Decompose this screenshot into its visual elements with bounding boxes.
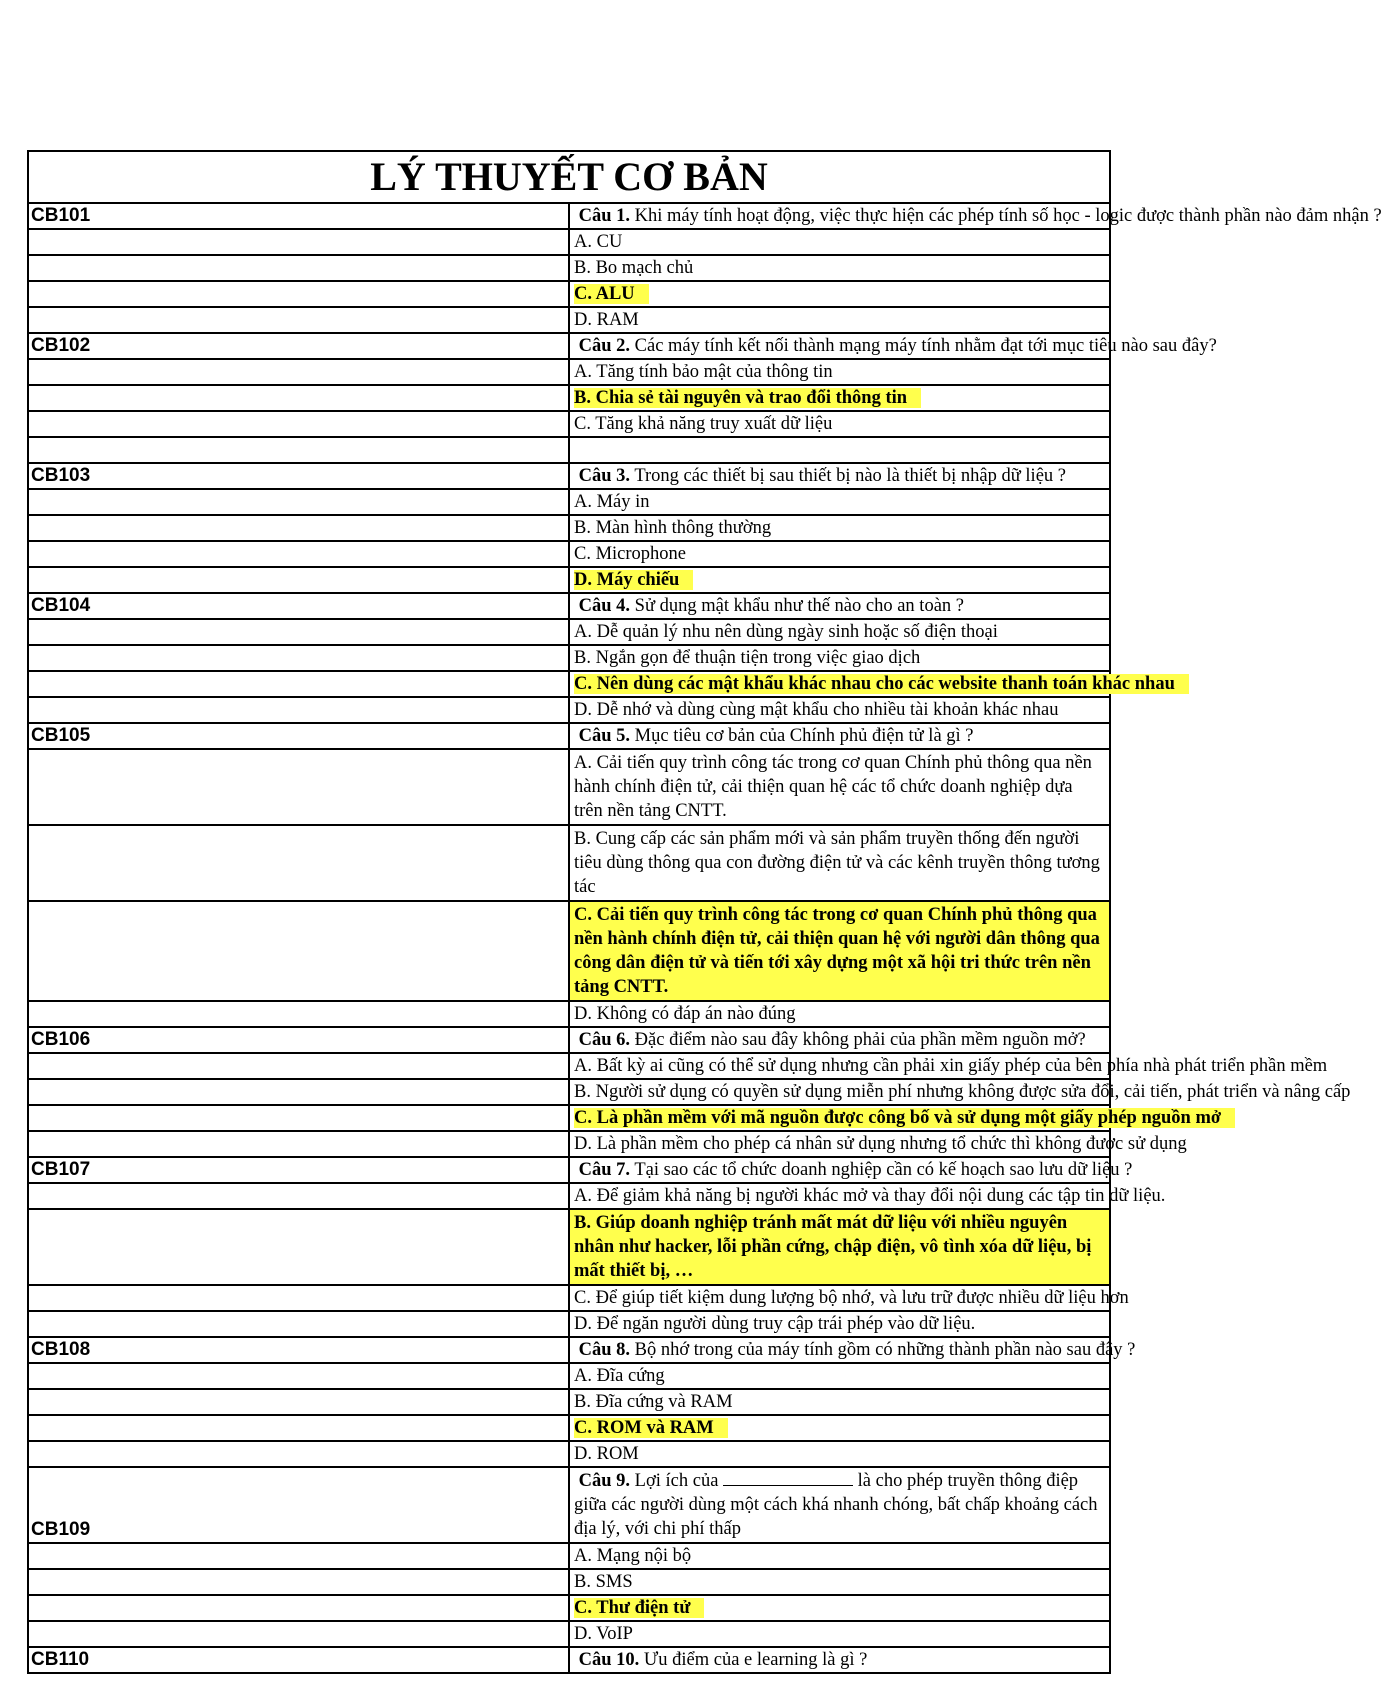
fill-in-blank: [723, 1469, 853, 1486]
answer-option: [569, 1569, 1110, 1595]
correct-answer-option: [569, 1105, 1222, 1131]
question-number: Câu 1.: [578, 206, 631, 226]
empty-code-cell: [28, 1311, 569, 1337]
option-text: C. Nên dùng các mật khẩu khác nhau cho các website thanh toán khác nhau: [574, 674, 1189, 694]
answer-option: [569, 541, 1110, 567]
correct-answer-option: [569, 1209, 1110, 1285]
option-text: B. Màn hình thông thường: [574, 518, 772, 538]
answer-option: [569, 255, 1110, 281]
answer-option: [569, 437, 1110, 463]
option-row: [28, 411, 1110, 437]
empty-code-cell: [28, 749, 569, 825]
question-code: CB105: [28, 723, 569, 749]
empty-code-cell: [28, 1053, 569, 1079]
correct-answer-option: [569, 281, 1110, 307]
option-text: B. SMS: [574, 1572, 633, 1592]
question-sheet: [27, 150, 1382, 1674]
option-text: C. Microphone: [574, 544, 687, 564]
option-row: [28, 437, 1110, 463]
option-text: A. Tăng tính bảo mật của thông tin: [574, 362, 833, 382]
correct-answer-option: [569, 901, 1110, 1001]
empty-code-cell: [28, 901, 569, 1001]
option-row: [28, 1183, 1110, 1209]
option-row: [28, 1441, 1110, 1467]
empty-code-cell: [28, 619, 569, 645]
question-text: Sử dụng mật khẩu như thế nào cho an toàn ?: [630, 596, 964, 616]
question-text: Các máy tính kết nối thành mạng máy tính nhằm đạt tới mục tiêu nào sau đây?: [630, 336, 1217, 356]
empty-code-cell: [28, 489, 569, 515]
option-row: [28, 359, 1110, 385]
empty-code-cell: [28, 385, 569, 411]
empty-code-cell: [28, 1079, 569, 1105]
empty-code-cell: [28, 359, 569, 385]
empty-code-cell: [28, 281, 569, 307]
empty-code-cell: [28, 1363, 569, 1389]
question-row: [28, 1337, 1110, 1363]
empty-code-cell: [28, 1415, 569, 1441]
option-text: C. ROM và RAM: [574, 1418, 728, 1438]
answer-option: [569, 229, 1110, 255]
option-text: B. Đĩa cứng và RAM: [574, 1392, 733, 1412]
option-row: [28, 1389, 1110, 1415]
option-row: [28, 229, 1110, 255]
option-text: D. VoIP: [574, 1624, 633, 1644]
answer-option: [569, 307, 1110, 333]
option-text: A. Máy in: [574, 492, 650, 512]
answer-option: [569, 1543, 1110, 1569]
option-text: D. Máy chiếu: [574, 570, 693, 590]
option-text: B. Bo mạch chủ: [574, 258, 694, 278]
question-number: Câu 6.: [578, 1030, 631, 1050]
option-row: [28, 825, 1110, 901]
question-code: CB101: [28, 203, 569, 229]
empty-code-cell: [28, 437, 569, 463]
option-text: B. Cung cấp các sản phẩm mới và sản phẩm truyền thống đến người tiêu dùng thông qua con đường điện tử và các kênh truyền thông tương tác: [574, 829, 1100, 897]
option-row: [28, 619, 1110, 645]
option-text: D. Là phần mềm cho phép cá nhân sử dụng nhưng tổ chức thì không được sử dụng: [574, 1134, 1187, 1154]
answer-option: [569, 1441, 1110, 1467]
option-row: [28, 385, 1110, 411]
answer-option: [569, 825, 1110, 901]
empty-code-cell: [28, 1621, 569, 1647]
option-text: A. Để giảm khả năng bị người khác mở và thay đổi nội dung các tập tin dữ liệu.: [574, 1186, 1166, 1206]
option-text: D. Dễ nhớ và dùng cùng mật khẩu cho nhiều tài khoản khác nhau: [574, 700, 1059, 720]
empty-code-cell: [28, 229, 569, 255]
option-row: [28, 697, 1110, 723]
empty-code-cell: [28, 1209, 569, 1285]
empty-code-cell: [28, 645, 569, 671]
question-number: Câu 9.: [578, 1471, 631, 1491]
option-row: [28, 671, 1110, 697]
question-text-cell: [569, 333, 1217, 359]
option-row: [28, 281, 1110, 307]
empty-code-cell: [28, 255, 569, 281]
empty-code-cell: [28, 1285, 569, 1311]
empty-code-cell: [28, 671, 569, 697]
option-row: [28, 1209, 1110, 1285]
question-text: Đặc điểm nào sau đây không phải của phần mềm nguồn mở?: [630, 1030, 1086, 1050]
question-code: CB108: [28, 1337, 569, 1363]
title-row: [28, 151, 1110, 203]
question-text: Mục tiêu cơ bản của Chính phủ điện tử là gì ?: [630, 726, 974, 746]
answer-option: [569, 1389, 1110, 1415]
option-row: [28, 541, 1110, 567]
option-text: D. Để ngăn người dùng truy cập trái phép vào dữ liệu.: [574, 1314, 976, 1334]
answer-option: [569, 1131, 1187, 1157]
empty-code-cell: [28, 1595, 569, 1621]
question-row: [28, 1467, 1110, 1543]
option-text: A. Bất kỳ ai cũng có thể sử dụng nhưng cần phải xin giấy phép của bên phía nhà phát triển phần mềm: [574, 1056, 1328, 1076]
question-row: [28, 593, 1110, 619]
question-row: [28, 1647, 1110, 1673]
option-row: [28, 515, 1110, 541]
question-row: [28, 1027, 1110, 1053]
correct-answer-option: [569, 385, 1110, 411]
question-number: Câu 8.: [578, 1340, 631, 1360]
empty-code-cell: [28, 1105, 569, 1131]
question-row: [28, 203, 1110, 229]
option-row: [28, 1105, 1110, 1131]
option-text: C. Cải tiến quy trình công tác trong cơ quan Chính phủ thông qua nền hành chính điện tử, cải thiện quan hệ với người dân thông qua công dân điện tử và tiến tới xây dựng một xã hội tri thức trên nền tảng CNTT.: [574, 905, 1100, 997]
option-row: [28, 1621, 1110, 1647]
correct-answer-option: [569, 1595, 1110, 1621]
question-number: Câu 4.: [578, 596, 631, 616]
empty-code-cell: [28, 515, 569, 541]
question-row: [28, 1157, 1110, 1183]
question-code: CB104: [28, 593, 569, 619]
empty-code-cell: [28, 1131, 569, 1157]
question-text-cell: [569, 1027, 1110, 1053]
option-row: [28, 749, 1110, 825]
option-row: [28, 1543, 1110, 1569]
question-row: [28, 723, 1110, 749]
option-text: D. ROM: [574, 1444, 639, 1464]
option-text: B. Giúp doanh nghiệp tránh mất mát dữ liệu với nhiều nguyên nhân như hacker, lỗi phần cứng, chập điện, vô tình xóa dữ liệu, bị mất thiết bị, …: [574, 1213, 1092, 1281]
option-row: [28, 901, 1110, 1001]
empty-code-cell: [28, 1441, 569, 1467]
question-text-cell: [569, 723, 1110, 749]
question-text-before-blank: Lợi ích của: [630, 1471, 724, 1491]
option-text: C. Thư điện tử: [574, 1598, 704, 1618]
option-row: [28, 1001, 1110, 1027]
question-code: CB103: [28, 463, 569, 489]
option-text: B. Ngắn gọn để thuận tiện trong việc giao dịch: [574, 648, 921, 668]
option-row: [28, 1079, 1110, 1105]
option-row: [28, 1285, 1110, 1311]
empty-code-cell: [28, 1543, 569, 1569]
option-row: [28, 1311, 1110, 1337]
option-text: A. Đĩa cứng: [574, 1366, 665, 1386]
answer-option: [569, 1079, 1351, 1105]
question-text: Bộ nhớ trong của máy tính gồm có những thành phần nào sau đây ?: [630, 1340, 1136, 1360]
option-row: [28, 1415, 1110, 1441]
option-text: D. Không có đáp án nào đúng: [574, 1004, 796, 1024]
answer-option: [569, 697, 1110, 723]
option-row: [28, 1595, 1110, 1621]
option-text: B. Chia sẻ tài nguyên và trao đổi thông tin: [574, 388, 921, 408]
question-code: CB107: [28, 1157, 569, 1183]
empty-code-cell: [28, 567, 569, 593]
question-number: Câu 2.: [578, 336, 631, 356]
question-text: là cho phép truyền thông điệp giữa các người dùng một cách khá nhanh chóng, bất chấp khoảng cách địa lý, với chi phí thấp: [574, 1471, 1098, 1539]
option-row: [28, 645, 1110, 671]
option-row: [28, 567, 1110, 593]
answer-option: [569, 411, 1110, 437]
answer-option: [569, 1285, 1129, 1311]
correct-answer-option: [569, 1415, 1110, 1441]
option-row: [28, 489, 1110, 515]
question-code: CB110: [28, 1647, 569, 1673]
option-row: [28, 1569, 1110, 1595]
option-row: [28, 1131, 1110, 1157]
empty-code-cell: [28, 307, 569, 333]
question-number: Câu 5.: [578, 726, 631, 746]
answer-option: [569, 1001, 1110, 1027]
option-text: C. Tăng khả năng truy xuất dữ liệu: [574, 414, 833, 434]
option-text: A. CU: [574, 232, 623, 252]
empty-code-cell: [28, 697, 569, 723]
correct-answer-option: [569, 567, 1110, 593]
option-text: A. Dễ quản lý nhu nên dùng ngày sinh hoặc số điện thoại: [574, 622, 998, 642]
question-text: Khi máy tính hoạt động, việc thực hiện các phép tính số học - logic được thành phần nào đảm nhận ?: [630, 206, 1382, 226]
answer-option: [569, 1311, 1110, 1337]
empty-code-cell: [28, 1183, 569, 1209]
option-row: [28, 307, 1110, 333]
question-row: [28, 463, 1110, 489]
question-text-cell: [569, 593, 1110, 619]
page-title: LÝ THUYẾT CƠ BẢN: [28, 151, 1110, 203]
empty-code-cell: [28, 1389, 569, 1415]
empty-code-cell: [28, 1001, 569, 1027]
option-text: C. Để giúp tiết kiệm dung lượng bộ nhớ, và lưu trữ được nhiều dữ liệu hơn: [574, 1288, 1129, 1308]
question-code: CB109: [28, 1467, 569, 1543]
answer-option: [569, 1053, 1328, 1079]
question-text-cell: [569, 1647, 1110, 1673]
question-row: [28, 333, 1110, 359]
question-number: Câu 3.: [578, 466, 631, 486]
question-text-cell: [569, 463, 1110, 489]
empty-code-cell: [28, 411, 569, 437]
empty-code-cell: [28, 541, 569, 567]
option-text: A. Mạng nội bộ: [574, 1546, 692, 1566]
empty-code-cell: [28, 825, 569, 901]
option-row: [28, 1053, 1110, 1079]
option-row: [28, 1363, 1110, 1389]
answer-option: [569, 1621, 1110, 1647]
question-number: Câu 7.: [578, 1160, 631, 1180]
correct-answer-option: [569, 671, 1175, 697]
answer-option: [569, 1183, 1166, 1209]
question-code: CB106: [28, 1027, 569, 1053]
question-text-cell: [569, 203, 1382, 229]
answer-option: [569, 515, 1110, 541]
option-text: B. Người sử dụng có quyền sử dụng miễn phí nhưng không được sửa đổi, cải tiến, phát triển và nâng cấp: [574, 1082, 1351, 1102]
question-text: Tại sao các tổ chức doanh nghiệp cần có kế hoạch sao lưu dữ liệu ?: [630, 1160, 1133, 1180]
answer-option: [569, 619, 1110, 645]
option-text: C. ALU: [574, 284, 649, 304]
question-text: Ưu điểm của e learning là gì ?: [639, 1650, 868, 1670]
option-row: [28, 255, 1110, 281]
question-text-cell: [569, 1337, 1136, 1363]
answer-option: [569, 749, 1110, 825]
answer-option: [569, 1363, 1110, 1389]
answer-option: [569, 645, 1110, 671]
question-text-cell: [569, 1467, 1110, 1543]
option-text: D. RAM: [574, 310, 639, 330]
empty-code-cell: [28, 1569, 569, 1595]
option-text: A. Cải tiến quy trình công tác trong cơ quan Chính phủ thông qua nền hành chính điện tử, cải thiện quan hệ các tổ chức doanh nghiệp dựa trên nền tảng CNTT.: [574, 753, 1092, 821]
answer-option: [569, 489, 1110, 515]
question-text: Trong các thiết bị sau thiết bị nào là thiết bị nhập dữ liệu ?: [630, 466, 1066, 486]
answer-option: [569, 359, 1110, 385]
question-code: CB102: [28, 333, 569, 359]
question-text-cell: [569, 1157, 1133, 1183]
option-text: C. Là phần mềm với mã nguồn được công bố và sử dụng một giấy phép nguồn mở: [574, 1108, 1235, 1128]
question-number: Câu 10.: [578, 1650, 640, 1670]
